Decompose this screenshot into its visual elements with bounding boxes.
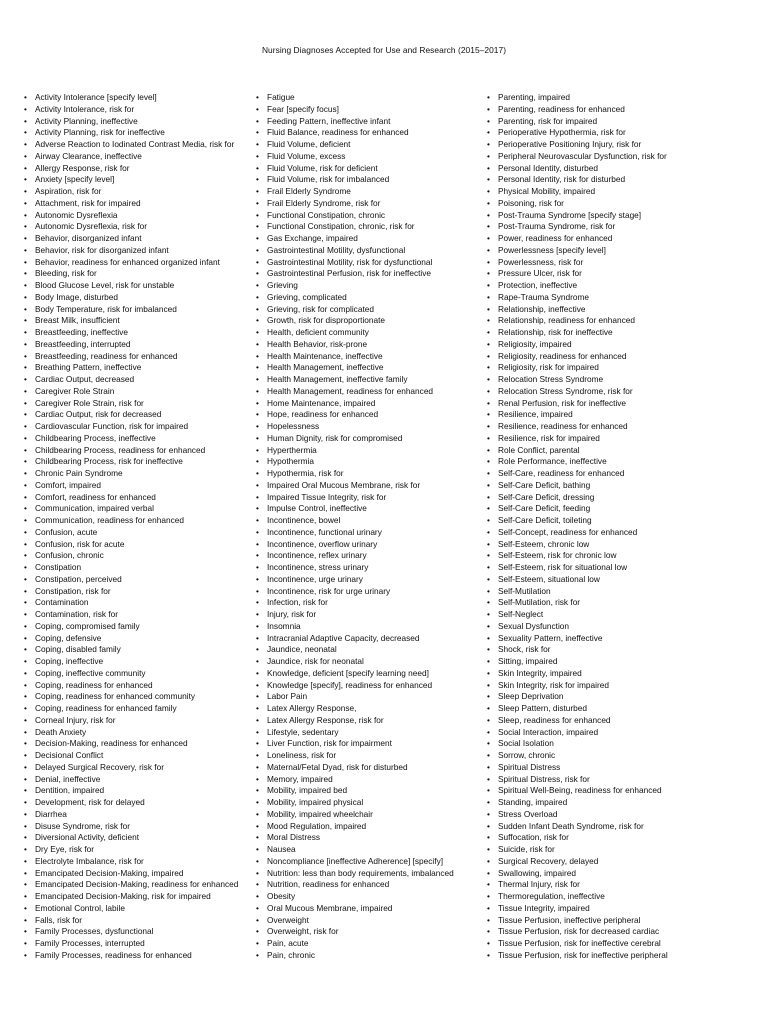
list-item: • Social Interaction, impaired xyxy=(487,727,757,739)
list-item: • Mobility, impaired wheelchair xyxy=(256,809,482,821)
list-item: • Intracranial Adaptive Capacity, decreased xyxy=(256,633,482,645)
list-item: • Frail Elderly Syndrome xyxy=(256,186,482,198)
list-item: • Lifestyle, sedentary xyxy=(256,727,482,739)
list-item: • Childbearing Process, readiness for enhanced xyxy=(24,445,252,457)
list-item: • Activity Intolerance [specify level] xyxy=(24,92,252,104)
list-item: • Fluid Volume, deficient xyxy=(256,139,482,151)
list-item: • Labor Pain xyxy=(256,691,482,703)
list-item: • Bleeding, risk for xyxy=(24,268,252,280)
list-item: • Body Temperature, risk for imbalanced xyxy=(24,304,252,316)
list-item: • Knowledge, deficient [specify learning need] xyxy=(256,668,482,680)
list-item: • Family Processes, dysfunctional xyxy=(24,926,252,938)
list-item: • Communication, impaired verbal xyxy=(24,503,252,515)
list-item: • Resilience, readiness for enhanced xyxy=(487,421,757,433)
list-item: • Memory, impaired xyxy=(256,774,482,786)
list-item: • Denial, ineffective xyxy=(24,774,252,786)
list-item: • Liver Function, risk for impairment xyxy=(256,738,482,750)
list-item: • Breathing Pattern, ineffective xyxy=(24,362,252,374)
list-item: • Health, deficient community xyxy=(256,327,482,339)
list-item: • Activity Planning, ineffective xyxy=(24,116,252,128)
list-item: • Fluid Volume, excess xyxy=(256,151,482,163)
list-item: • Behavior, readiness for enhanced organized infant xyxy=(24,257,252,269)
list-item: • Knowledge [specify], readiness for enhanced xyxy=(256,680,482,692)
list-item: • Tissue Integrity, impaired xyxy=(487,903,757,915)
list-item: • Confusion, chronic xyxy=(24,550,252,562)
list-item: • Personal Identity, disturbed xyxy=(487,163,757,175)
list-item: • Falls, risk for xyxy=(24,915,252,927)
list-item: • Pressure Ulcer, risk for xyxy=(487,268,757,280)
list-item: • Self-Mutilation xyxy=(487,586,757,598)
list-item: • Hyperthermia xyxy=(256,445,482,457)
list-item: • Coping, compromised family xyxy=(24,621,252,633)
list-item: • Development, risk for delayed xyxy=(24,797,252,809)
list-item: • Coping, ineffective community xyxy=(24,668,252,680)
list-item: • Fluid Volume, risk for imbalanced xyxy=(256,174,482,186)
list-item: • Incontinence, stress urinary xyxy=(256,562,482,574)
list-item: • Impaired Oral Mucous Membrane, risk for xyxy=(256,480,482,492)
list-item: • Constipation, risk for xyxy=(24,586,252,598)
list-item: • Dentition, impaired xyxy=(24,785,252,797)
list-item: • Health Management, readiness for enhanced xyxy=(256,386,482,398)
list-item: • Spiritual Distress, risk for xyxy=(487,774,757,786)
list-item: • Home Maintenance, impaired xyxy=(256,398,482,410)
list-item: • Coping, readiness for enhanced family xyxy=(24,703,252,715)
list-item: • Overweight, risk for xyxy=(256,926,482,938)
list-item: • Contamination, risk for xyxy=(24,609,252,621)
list-item: • Self-Care Deficit, bathing xyxy=(487,480,757,492)
list-item: • Breastfeeding, readiness for enhanced xyxy=(24,351,252,363)
list-item: • Skin Integrity, risk for impaired xyxy=(487,680,757,692)
diagnosis-list-column-1 xyxy=(24,92,252,962)
list-item: • Mobility, impaired bed xyxy=(256,785,482,797)
list-item: • Resilience, risk for impaired xyxy=(487,433,757,445)
list-item: • Relationship, ineffective xyxy=(487,304,757,316)
list-item: • Coping, readiness for enhanced xyxy=(24,680,252,692)
list-item: • Family Processes, readiness for enhanced xyxy=(24,950,252,962)
list-item: • Autonomic Dysreflexia xyxy=(24,210,252,222)
list-item: • Rape-Trauma Syndrome xyxy=(487,292,757,304)
list-item: • Airway Clearance, ineffective xyxy=(24,151,252,163)
list-item: • Decision-Making, readiness for enhanced xyxy=(24,738,252,750)
list-item: • Cardiac Output, decreased xyxy=(24,374,252,386)
list-item: • Self-Care Deficit, toileting xyxy=(487,515,757,527)
list-item: • Hypothermia xyxy=(256,456,482,468)
list-item: • Relationship, readiness for enhanced xyxy=(487,315,757,327)
list-item: • Insomnia xyxy=(256,621,482,633)
list-item: • Infection, risk for xyxy=(256,597,482,609)
list-item: • Jaundice, neonatal xyxy=(256,644,482,656)
list-item: • Oral Mucous Membrane, impaired xyxy=(256,903,482,915)
list-item: • Grieving xyxy=(256,280,482,292)
list-item: • Incontinence, functional urinary xyxy=(256,527,482,539)
list-item: • Emancipated Decision-Making, impaired xyxy=(24,868,252,880)
list-item: • Impaired Tissue Integrity, risk for xyxy=(256,492,482,504)
list-item: • Comfort, impaired xyxy=(24,480,252,492)
list-item: • Frail Elderly Syndrome, risk for xyxy=(256,198,482,210)
list-item: • Body Image, disturbed xyxy=(24,292,252,304)
list-item: • Surgical Recovery, delayed xyxy=(487,856,757,868)
list-item: • Allergy Response, risk for xyxy=(24,163,252,175)
list-item: • Self-Care Deficit, feeding xyxy=(487,503,757,515)
list-item: • Standing, impaired xyxy=(487,797,757,809)
list-item: • Childbearing Process, risk for ineffective xyxy=(24,456,252,468)
list-item: • Cardiovascular Function, risk for impaired xyxy=(24,421,252,433)
list-item: • Confusion, acute xyxy=(24,527,252,539)
list-item: • Powerlessness [specify level] xyxy=(487,245,757,257)
list-item: • Decisional Conflict xyxy=(24,750,252,762)
list-item: • Adverse Reaction to Iodinated Contrast Media, risk for xyxy=(24,139,252,151)
diagnosis-list-column-3 xyxy=(487,92,757,962)
list-item: • Incontinence, risk for urge urinary xyxy=(256,586,482,598)
list-item: • Disuse Syndrome, risk for xyxy=(24,821,252,833)
list-item: • Emancipated Decision-Making, readiness for enhanced xyxy=(24,879,252,891)
list-item: • Skin Integrity, impaired xyxy=(487,668,757,680)
list-item: • Sitting, impaired xyxy=(487,656,757,668)
list-item: • Parenting, readiness for enhanced xyxy=(487,104,757,116)
list-item: • Powerlessness, risk for xyxy=(487,257,757,269)
list-item: • Dry Eye, risk for xyxy=(24,844,252,856)
list-item: • Functional Constipation, chronic xyxy=(256,210,482,222)
list-item: • Resilience, impaired xyxy=(487,409,757,421)
list-item: • Health Management, ineffective xyxy=(256,362,482,374)
list-item: • Injury, risk for xyxy=(256,609,482,621)
list-item: • Thermoregulation, ineffective xyxy=(487,891,757,903)
list-item: • Breastfeeding, interrupted xyxy=(24,339,252,351)
list-item: • Communication, readiness for enhanced xyxy=(24,515,252,527)
list-item: • Blood Glucose Level, risk for unstable xyxy=(24,280,252,292)
list-item: • Autonomic Dysreflexia, risk for xyxy=(24,221,252,233)
list-item: • Spiritual Distress xyxy=(487,762,757,774)
list-item: • Peripheral Neurovascular Dysfunction, risk for xyxy=(487,151,757,163)
list-item: • Death Anxiety xyxy=(24,727,252,739)
list-item: • Health Behavior, risk-prone xyxy=(256,339,482,351)
list-item: • Mobility, impaired physical xyxy=(256,797,482,809)
list-item: • Coping, readiness for enhanced community xyxy=(24,691,252,703)
list-item: • Family Processes, interrupted xyxy=(24,938,252,950)
list-item: • Perioperative Hypothermia, risk for xyxy=(487,127,757,139)
list-item: • Breast Milk, insufficient xyxy=(24,315,252,327)
list-item: • Emotional Control, labile xyxy=(24,903,252,915)
list-item: • Power, readiness for enhanced xyxy=(487,233,757,245)
list-item: • Incontinence, bowel xyxy=(256,515,482,527)
list-item: • Self-Esteem, situational low xyxy=(487,574,757,586)
list-item: • Anxiety [specify level] xyxy=(24,174,252,186)
list-item: • Religiosity, impaired xyxy=(487,339,757,351)
list-item: • Latex Allergy Response, xyxy=(256,703,482,715)
list-item: • Functional Constipation, chronic, risk for xyxy=(256,221,482,233)
list-item: • Nutrition, readiness for enhanced xyxy=(256,879,482,891)
list-item: • Diarrhea xyxy=(24,809,252,821)
list-item: • Confusion, risk for acute xyxy=(24,539,252,551)
list-item: • Grieving, risk for complicated xyxy=(256,304,482,316)
list-item: • Hope, readiness for enhanced xyxy=(256,409,482,421)
list-item: • Spiritual Well-Being, readiness for enhanced xyxy=(487,785,757,797)
list-item: • Sleep, readiness for enhanced xyxy=(487,715,757,727)
diagnosis-list-column-2 xyxy=(256,92,482,962)
list-item: • Relocation Stress Syndrome, risk for xyxy=(487,386,757,398)
list-item: • Behavior, disorganized infant xyxy=(24,233,252,245)
list-item: • Contamination xyxy=(24,597,252,609)
list-item: • Sudden Infant Death Syndrome, risk for xyxy=(487,821,757,833)
list-item: • Self-Esteem, chronic low xyxy=(487,539,757,551)
list-item: • Tissue Perfusion, risk for decreased cardiac xyxy=(487,926,757,938)
list-item: • Relationship, risk for ineffective xyxy=(487,327,757,339)
list-item: • Coping, ineffective xyxy=(24,656,252,668)
list-item: • Physical Mobility, impaired xyxy=(487,186,757,198)
list-item: • Feeding Pattern, ineffective infant xyxy=(256,116,482,128)
list-item: • Self-Care, readiness for enhanced xyxy=(487,468,757,480)
list-item: • Nausea xyxy=(256,844,482,856)
list-item: • Personal Identity, risk for disturbed xyxy=(487,174,757,186)
list-item: • Sorrow, chronic xyxy=(487,750,757,762)
list-item: • Religiosity, risk for impaired xyxy=(487,362,757,374)
list-item: • Constipation xyxy=(24,562,252,574)
list-item: • Pain, acute xyxy=(256,938,482,950)
list-item: • Growth, risk for disproportionate xyxy=(256,315,482,327)
list-item: • Poisoning, risk for xyxy=(487,198,757,210)
list-item: • Obesity xyxy=(256,891,482,903)
list-item: • Protection, ineffective xyxy=(487,280,757,292)
list-item: • Latex Allergy Response, risk for xyxy=(256,715,482,727)
list-item: • Thermal Injury, risk for xyxy=(487,879,757,891)
list-item: • Suicide, risk for xyxy=(487,844,757,856)
list-item: • Human Dignity, risk for compromised xyxy=(256,433,482,445)
list-item: • Comfort, readiness for enhanced xyxy=(24,492,252,504)
list-item: • Sexuality Pattern, ineffective xyxy=(487,633,757,645)
list-item: • Stress Overload xyxy=(487,809,757,821)
list-item: • Social Isolation xyxy=(487,738,757,750)
list-item: • Caregiver Role Strain xyxy=(24,386,252,398)
list-item: • Moral Distress xyxy=(256,832,482,844)
list-item: • Shock, risk for xyxy=(487,644,757,656)
list-item: • Pain, chronic xyxy=(256,950,482,962)
page-title: Nursing Diagnoses Accepted for Use and Research (2015–2017) xyxy=(261,45,507,55)
list-item: • Caregiver Role Strain, risk for xyxy=(24,398,252,410)
list-item: • Maternal/Fetal Dyad, risk for disturbed xyxy=(256,762,482,774)
list-item: • Health Management, ineffective family xyxy=(256,374,482,386)
list-item: • Coping, disabled family xyxy=(24,644,252,656)
list-item: • Self-Care Deficit, dressing xyxy=(487,492,757,504)
list-item: • Gastrointestinal Motility, risk for dysfunctional xyxy=(256,257,482,269)
list-item: • Parenting, impaired xyxy=(487,92,757,104)
list-item: • Role Performance, ineffective xyxy=(487,456,757,468)
list-item: • Overweight xyxy=(256,915,482,927)
list-item: • Childbearing Process, ineffective xyxy=(24,433,252,445)
list-item: • Tissue Perfusion, risk for ineffective cerebral xyxy=(487,938,757,950)
list-item: • Attachment, risk for impaired xyxy=(24,198,252,210)
list-item: • Noncompliance [ineffective Adherence] [specify] xyxy=(256,856,482,868)
list-item: • Loneliness, risk for xyxy=(256,750,482,762)
list-item: • Behavior, risk for disorganized infant xyxy=(24,245,252,257)
list-item: • Religiosity, readiness for enhanced xyxy=(487,351,757,363)
list-item: • Gas Exchange, impaired xyxy=(256,233,482,245)
list-item: • Cardiac Output, risk for decreased xyxy=(24,409,252,421)
list-item: • Nutrition: less than body requirements, imbalanced xyxy=(256,868,482,880)
list-item: • Parenting, risk for impaired xyxy=(487,116,757,128)
list-item: • Jaundice, risk for neonatal xyxy=(256,656,482,668)
list-item: • Self-Esteem, risk for chronic low xyxy=(487,550,757,562)
list-item: • Self-Concept, readiness for enhanced xyxy=(487,527,757,539)
list-item: • Gastrointestinal Motility, dysfunctional xyxy=(256,245,482,257)
list-item: • Constipation, perceived xyxy=(24,574,252,586)
list-item: • Health Maintenance, ineffective xyxy=(256,351,482,363)
list-item: • Fluid Balance, readiness for enhanced xyxy=(256,127,482,139)
list-item: • Relocation Stress Syndrome xyxy=(487,374,757,386)
list-item: • Aspiration, risk for xyxy=(24,186,252,198)
list-item: • Corneal Injury, risk for xyxy=(24,715,252,727)
list-item: • Mood Regulation, impaired xyxy=(256,821,482,833)
list-item: • Hopelessness xyxy=(256,421,482,433)
list-item: • Tissue Perfusion, risk for ineffective peripheral xyxy=(487,950,757,962)
list-item: • Fatigue xyxy=(256,92,482,104)
list-item: • Self-Esteem, risk for situational low xyxy=(487,562,757,574)
list-item: • Self-Neglect xyxy=(487,609,757,621)
list-item: • Post-Trauma Syndrome, risk for xyxy=(487,221,757,233)
list-item: • Activity Planning, risk for ineffective xyxy=(24,127,252,139)
list-item: • Grieving, complicated xyxy=(256,292,482,304)
list-item: • Swallowing, impaired xyxy=(487,868,757,880)
list-item: • Suffocation, risk for xyxy=(487,832,757,844)
list-item: • Role Conflict, parental xyxy=(487,445,757,457)
list-item: • Delayed Surgical Recovery, risk for xyxy=(24,762,252,774)
list-item: • Sexual Dysfunction xyxy=(487,621,757,633)
list-item: • Sleep Deprivation xyxy=(487,691,757,703)
list-item: • Renal Perfusion, risk for ineffective xyxy=(487,398,757,410)
list-item: • Electrolyte Imbalance, risk for xyxy=(24,856,252,868)
list-item: • Fear [specify focus] xyxy=(256,104,482,116)
list-item: • Chronic Pain Syndrome xyxy=(24,468,252,480)
list-item: • Hypothermia, risk for xyxy=(256,468,482,480)
list-item: • Sleep Pattern, disturbed xyxy=(487,703,757,715)
list-item: • Breastfeeding, ineffective xyxy=(24,327,252,339)
list-item: • Emancipated Decision-Making, risk for impaired xyxy=(24,891,252,903)
list-item: • Coping, defensive xyxy=(24,633,252,645)
list-item: • Incontinence, reflex urinary xyxy=(256,550,482,562)
list-item: • Tissue Perfusion, ineffective peripheral xyxy=(487,915,757,927)
list-item: • Incontinence, urge urinary xyxy=(256,574,482,586)
list-item: • Activity Intolerance, risk for xyxy=(24,104,252,116)
list-item: • Self-Mutilation, risk for xyxy=(487,597,757,609)
list-item: • Fluid Volume, risk for deficient xyxy=(256,163,482,175)
list-item: • Perioperative Positioning Injury, risk for xyxy=(487,139,757,151)
list-item: • Gastrointestinal Perfusion, risk for ineffective xyxy=(256,268,482,280)
list-item: • Diversional Activity, deficient xyxy=(24,832,252,844)
list-item: • Incontinence, overflow urinary xyxy=(256,539,482,551)
list-item: • Impulse Control, ineffective xyxy=(256,503,482,515)
list-item: • Post-Trauma Syndrome [specify stage] xyxy=(487,210,757,222)
